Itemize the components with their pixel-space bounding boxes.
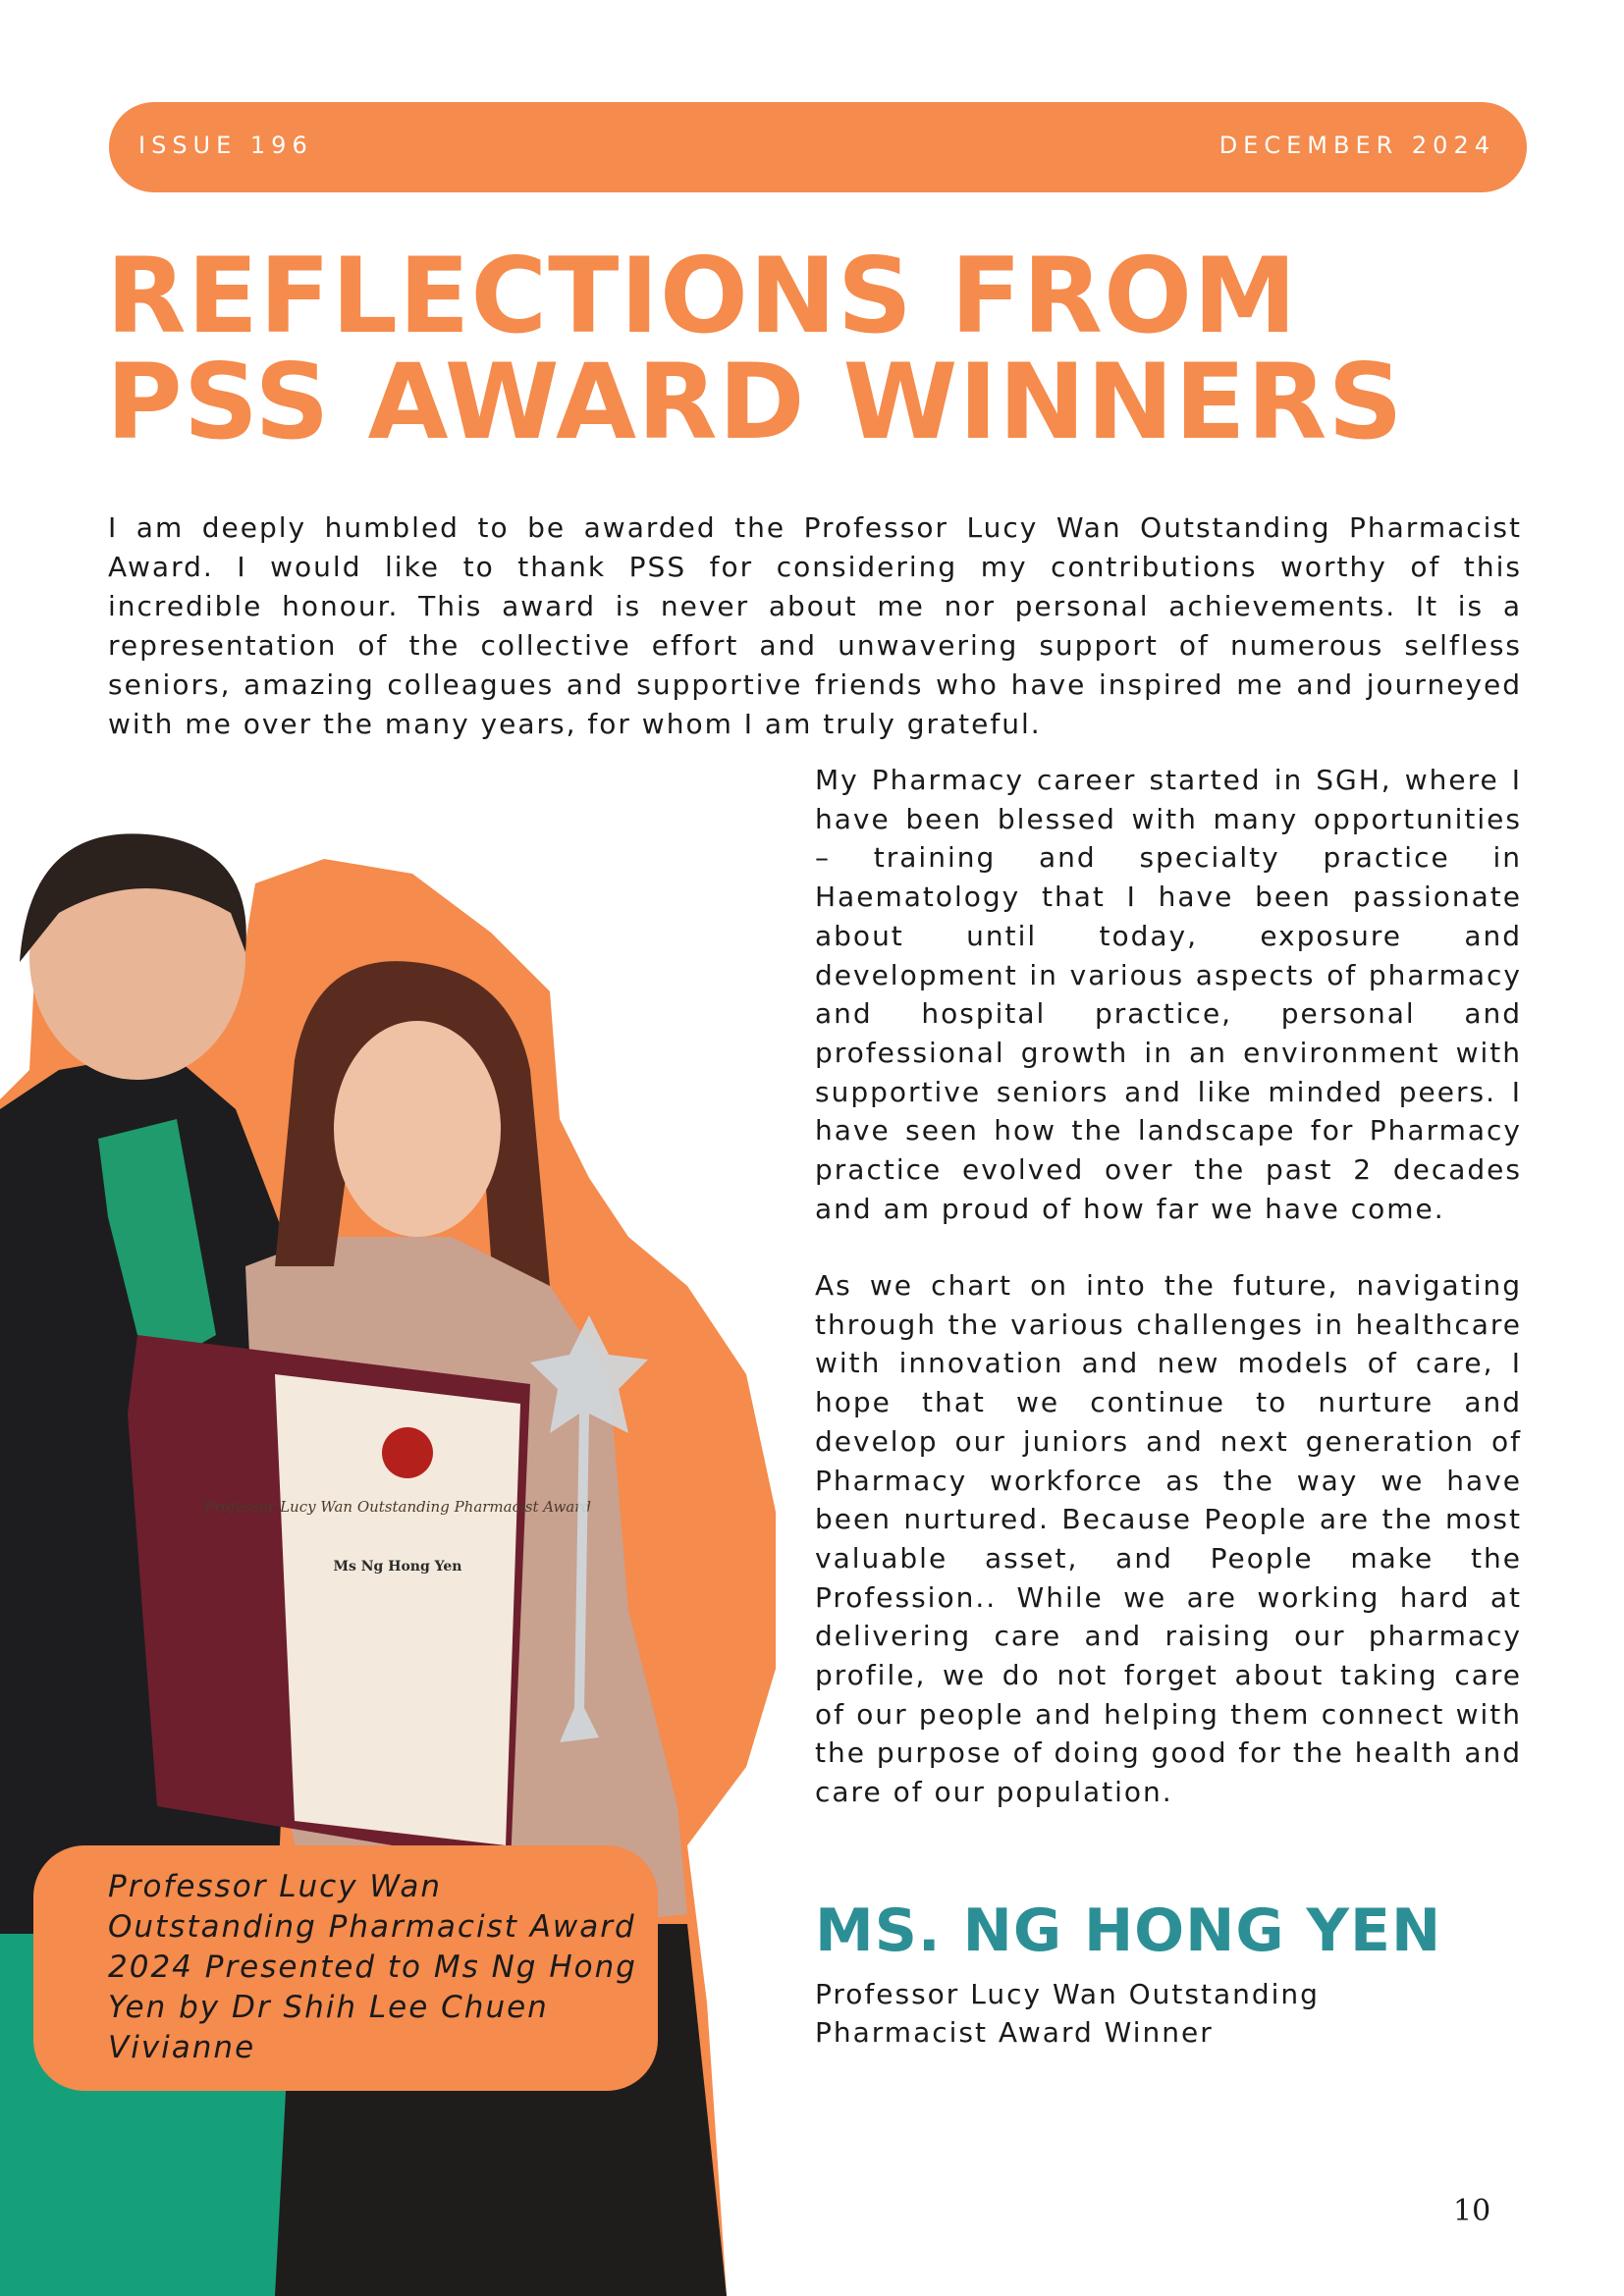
page-number: 10 <box>1453 2194 1491 2228</box>
issue-banner <box>109 102 1527 192</box>
page-title <box>106 236 1540 462</box>
intro-paragraph: I am deeply humbled to be awarded the Professor Lucy Wan Outstanding Pharmacist Award. I would like to thank PSS for considering my contributions worthy of this incredible honour. This award is never about me nor personal achievements. It is a representation of the collective effort and unwavering support of numerous selfless seniors, amazing colleagues and supportive friends who have inspired me and journeyed with me over the many years, for whom I am truly grateful. <box>108 511 1522 740</box>
photo-caption: Professor Lucy Wan Outstanding Pharmacist Award 2024 Presented to Ms Ng Hong Yen by Dr Shih Lee Chuen Vivianne <box>108 1869 637 2065</box>
body-paragraph-2: As we chart on into the future, navigating through the various challenges in healthcare with innovation and new models of care, I hope that we continue to nurture and develop our juniors and next generation of Pharmacy workforce as the way we have been nurtured. Because People are the most valuable asset, and People make the Profession.. While we are working hard at delivering care and raising our pharmacy profile, we do not forget about taking care of our people and helping them connect with the purpose of doing good for the health and care of our population. <box>815 1269 1522 1809</box>
title-line-2: PSS AWARD WINNERS <box>106 342 1404 462</box>
certificate-title: Professor Lucy Wan Outstanding Pharmacist Award <box>203 1498 592 1516</box>
issue-date: DECEMBER 2024 <box>1218 132 1495 159</box>
title-line-1: REFLECTIONS FROM <box>106 236 1298 356</box>
recipient-head <box>334 1021 501 1237</box>
body-paragraph-1: My Pharmacy career started in SGH, where I have been blessed with many opportunities – training and specialty practice in Haematology that I have been passionate about until today, exposure and development in various aspects of pharmacy and hospital practice, personal and professional growth in an environment with supportive seniors and like minded peers. I have seen how the landscape for Pharmacy practice evolved over the past 2 decades and am proud of how far we have come. <box>815 764 1522 1225</box>
certificate-recipient: Ms Ng Hong Yen <box>333 1559 462 1575</box>
winner-role: Professor Lucy Wan Outstanding Pharmacist Award Winner <box>815 1978 1320 2049</box>
certificate-seal <box>382 1427 433 1478</box>
photo-caption-box <box>33 1845 658 2091</box>
issue-number: ISSUE 196 <box>138 132 313 159</box>
winner-name: MS. NG HONG YEN <box>815 1896 1442 1965</box>
